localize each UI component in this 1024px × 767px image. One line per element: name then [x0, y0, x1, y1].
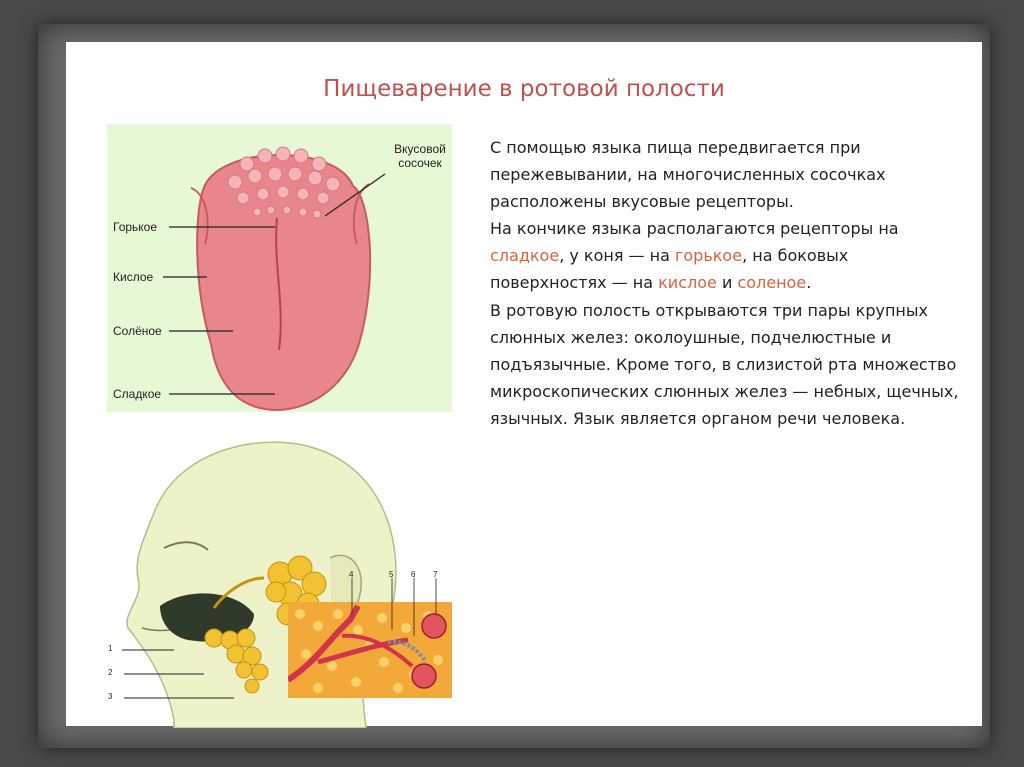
- paragraph-3: В ротовую полость открываются три пары крупных слюнных желез: околоушные, подчелюстные и подъязычные. Кроме того, в слизистой рта множество микроскопических слюнных желез — небных, щечных, язычных. Язык является органом речи человека.: [490, 300, 959, 428]
- gland-tissue-illustration: [288, 570, 452, 698]
- highlight-salty: соленое: [737, 273, 807, 293]
- gland-tissue-diagram: [288, 570, 452, 698]
- paragraph-2: [490, 215, 960, 296]
- sweet-label: Сладкое: [113, 387, 162, 401]
- gland-number-5: 5: [389, 570, 394, 579]
- salty-label: Солёное: [113, 324, 162, 338]
- gland-number-3: 3: [108, 692, 113, 701]
- gland-number-2: 2: [108, 668, 113, 677]
- paragraph-2-text-3: , на боковых поверхностях — на: [490, 246, 849, 293]
- paragraph-2-text-4: и: [716, 273, 738, 293]
- slide-body-text: [490, 134, 960, 432]
- paragraph-2-text-5: .: [806, 273, 812, 293]
- paragraph-2-text-1: На кончике языка располагаются рецепторы на: [490, 219, 899, 239]
- gland-number-7: 7: [433, 570, 438, 579]
- tongue-diagram: [107, 124, 452, 412]
- slide-title: Пищеварение в ротовой полости: [323, 76, 725, 102]
- highlight-sweet: сладкое: [490, 246, 560, 266]
- highlight-sour: кислое: [658, 273, 717, 293]
- bitter-label: Горькое: [113, 220, 158, 234]
- gland-number-6: 6: [411, 570, 416, 579]
- paragraph-2-text-2: , у коня — на: [559, 246, 675, 266]
- taste-bud-label: Вкусовой сосочек: [394, 142, 446, 170]
- gland-number-1: 1: [108, 644, 113, 653]
- paragraph-1: С помощью языка пища передвигается при пережевывании, на многочисленных сосочках расположены вкусовые рецепторы.: [490, 138, 886, 212]
- sour-label: Кислое: [113, 270, 154, 284]
- highlight-bitter: горькое: [674, 246, 743, 266]
- gland-number-4: 4: [349, 570, 354, 579]
- slide: [66, 42, 982, 726]
